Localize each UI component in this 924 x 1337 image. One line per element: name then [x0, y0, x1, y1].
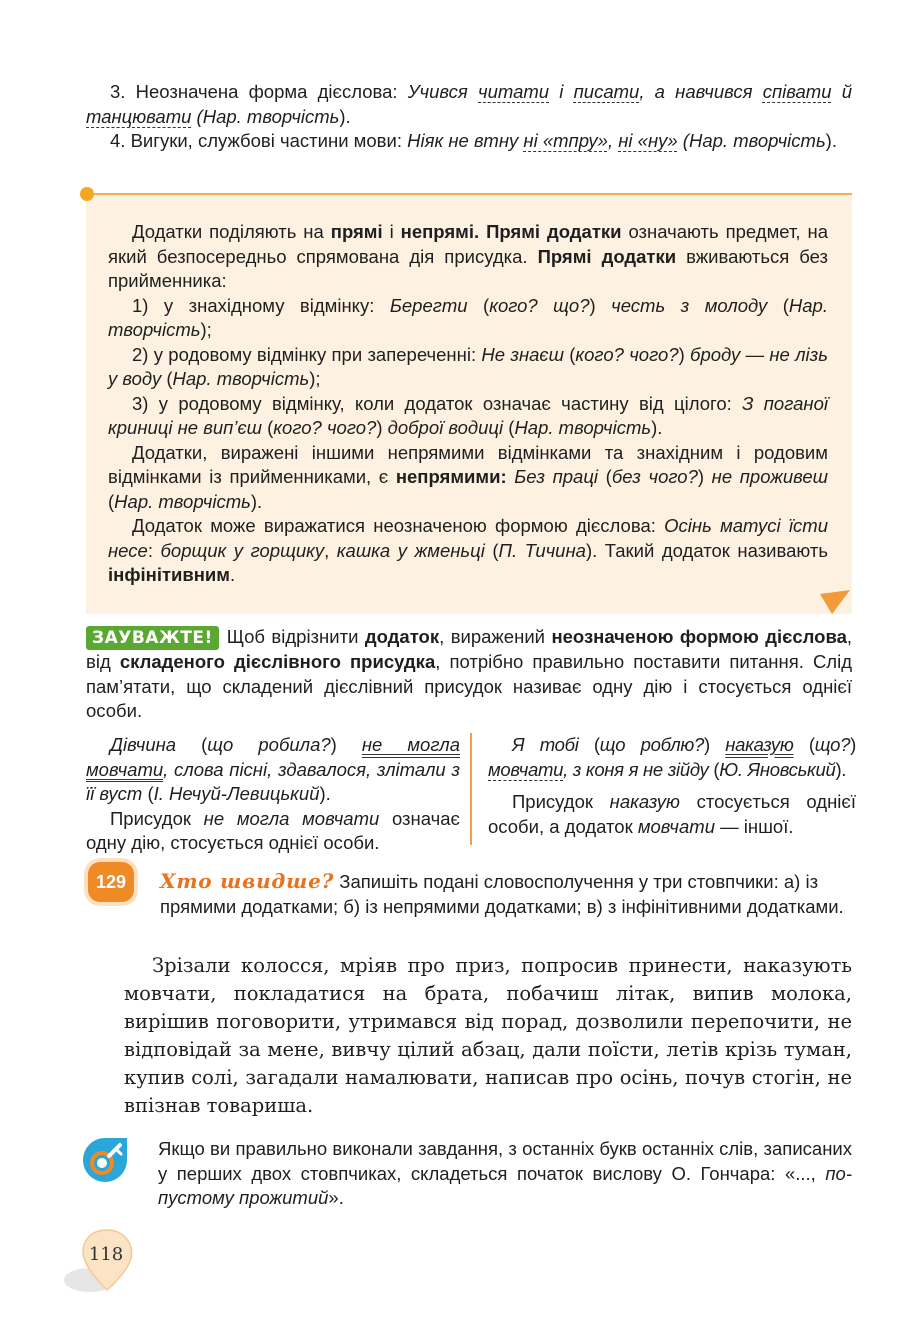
rule-corner-arrow-icon: [820, 590, 850, 614]
key-hint-icon: [80, 1135, 130, 1185]
left-example-column: [86, 733, 460, 856]
rule-list-item-3: [108, 392, 828, 441]
note-paragraph: [86, 625, 852, 724]
text-span: 3) у родовому відмінку, коли додаток означає частину від цілого:: [132, 392, 743, 414]
column-divider: [470, 733, 472, 845]
text-span: (: [578, 734, 600, 755]
text-span: броду — не лізь у воду: [108, 343, 828, 389]
text-span: Присудок: [512, 791, 610, 812]
exercise-title: Хто швидше?: [160, 869, 335, 893]
text-span: (: [484, 539, 499, 561]
text-span: складеного дієслівного присудка: [119, 651, 436, 672]
text-span: ): [376, 417, 388, 438]
text-span: інфінітивним: [108, 564, 230, 585]
text-span: , а навчився: [639, 81, 763, 102]
hint-paragraph: [158, 1137, 852, 1211]
text-span: непрямими:: [395, 466, 507, 487]
text-span: додаток: [364, 626, 440, 647]
text-span: танцювати: [86, 105, 192, 127]
text-span: ): [678, 343, 691, 365]
text-span: не могла мовчати: [86, 734, 460, 780]
text-span: Прямі додатки: [537, 245, 677, 267]
text-span: кого? чого?: [575, 343, 679, 365]
text-span: не проживеш: [711, 466, 829, 487]
text-span: означають предмет, на який безпосередньо спрямована дія присудка.: [108, 221, 828, 267]
rule-list-item-1: [108, 294, 828, 343]
text-span: :: [147, 539, 161, 561]
text-span: П. Тичина: [498, 539, 586, 561]
examples-continuation: [86, 80, 852, 154]
rule-paragraph-2: [108, 441, 828, 515]
text-span: 4. Вигуки, службові частини мови:: [110, 130, 408, 151]
rule-paragraph-3: [108, 514, 828, 588]
text-span: , з коня я не зійду: [563, 758, 709, 780]
rule-bullet-dot: [80, 187, 94, 201]
text-span: непрямі. Прямі додатки: [400, 221, 622, 242]
text-span: читати: [478, 81, 550, 102]
right-example-sentence: [488, 733, 856, 782]
text-span: наказую: [725, 734, 794, 755]
exercise-word-list: Зрізали колосся, мріяв про приз, попросив принести, наказують мовчати, покладатися на брата, побачиш літак, випив молока, вирішив поговорити, утримався від порад, дозволили перепочити, не відповідай за мене, вивчу цілий абзац, дали поїсти, летів крізь туман, купив солі, загадали намалювати, написав про осінь, почув стогін, не впізнав товариша.: [124, 954, 852, 1117]
text-span: ): [704, 734, 726, 755]
right-example-column: [488, 733, 856, 839]
note-label-badge: ЗАУВАЖТЕ!: [86, 626, 219, 650]
text-span: кого? чого?: [273, 417, 377, 438]
text-span: не могла мовчати: [203, 807, 380, 829]
text-span: 2) у родовому відмінку при запереченні:: [132, 343, 482, 365]
text-span: борщик у горщику: [160, 539, 325, 561]
text-span: Я тобі: [512, 734, 579, 755]
exercise-number-badge: 129: [88, 862, 134, 902]
text-span: );: [309, 368, 321, 389]
text-span: Не знаєш: [481, 343, 564, 365]
rule-paragraph-1: [108, 220, 828, 294]
hint-block: [158, 1137, 852, 1211]
text-span: (: [176, 734, 208, 755]
text-span: ).: [825, 130, 837, 151]
text-span: Ніяк не втну: [407, 130, 524, 151]
text-span: ,: [607, 130, 619, 151]
text-span: Нар. творчість: [172, 368, 310, 389]
text-span: кашка у жменьці: [336, 539, 485, 561]
text-span: що?: [814, 734, 851, 755]
text-span: неозначеною формою дієслова: [551, 626, 847, 647]
text-span: (: [467, 294, 490, 316]
text-span: Ю. Яновський: [719, 758, 836, 780]
item-4: [86, 129, 852, 154]
text-span: стосується однієї особи, а додаток: [488, 791, 856, 837]
text-span: по-пустому прожитий: [158, 1162, 852, 1208]
text-span: (: [503, 417, 515, 438]
text-span: доброї водиці: [387, 417, 504, 438]
text-span: ): [589, 294, 612, 316]
text-span: (: [708, 758, 720, 780]
text-span: прямі: [330, 221, 383, 242]
text-span: Додатки поділяють на: [132, 221, 331, 242]
text-span: Щоб відрізнити: [226, 626, 365, 647]
text-span: (: [793, 734, 815, 755]
text-span: , виражений: [439, 626, 552, 647]
text-span: Якщо ви правильно виконали завдання, з останніх букв останніх слів, записаних у перших двох стовпчиках, складеться початок вислову О. Гончара: «...,: [158, 1138, 852, 1184]
right-example-comment: [488, 790, 856, 839]
text-span: Присудок: [110, 807, 204, 829]
text-span: , потрібно правильно поставити питання. Слід пам’ятати, що складений дієслівний присудок називає одну дію і стосується однієї особи.: [86, 651, 853, 721]
text-span: кого? що?: [489, 294, 590, 316]
text-span: Додатки, виражені іншими непрямими відмінками та знахідним і родовим відмінками із прийменниками, є: [108, 441, 828, 487]
text-span: співати: [762, 81, 832, 102]
rule-top-line: [92, 193, 852, 195]
left-example-comment: [86, 807, 460, 856]
text-span: .: [230, 564, 236, 585]
text-span: 3. Неозначена форма дієслова:: [110, 81, 408, 102]
text-span: ,: [324, 539, 337, 561]
text-span: ): [850, 734, 857, 755]
text-span: Додаток може виражатися неозначеною формою дієслова:: [132, 515, 665, 536]
text-span: означає одну дію, стосується однієї особи.: [86, 807, 460, 853]
text-span: , від: [86, 626, 852, 672]
text-span: ).: [835, 758, 847, 780]
text-span: й: [831, 81, 852, 102]
text-span: Учився: [407, 81, 479, 102]
text-span: ).: [651, 417, 663, 438]
text-span: (: [261, 417, 274, 438]
rule-text: [108, 220, 828, 588]
text-span: ).: [250, 490, 263, 512]
text-span: (Нар. творчість: [677, 130, 826, 151]
text-span: що робила?: [207, 734, 331, 755]
text-span: (: [161, 368, 173, 389]
page-number: 118: [88, 1244, 124, 1265]
exercise-task-text: [160, 869, 852, 919]
text-span: ».: [328, 1187, 344, 1208]
text-span: (: [142, 783, 154, 804]
text-span: і: [549, 81, 574, 102]
text-span: (: [767, 294, 789, 316]
text-span: ).: [319, 783, 331, 804]
text-span: Дівчина: [110, 734, 177, 755]
text-span: І. Нечуй-Левицький: [153, 783, 320, 804]
text-span: (Нар. творчість: [191, 105, 340, 127]
exercise-task: [160, 869, 852, 919]
text-span: Берегти: [389, 294, 468, 316]
text-span: 1) у знахідному відмінку:: [132, 294, 390, 316]
item-3: [86, 80, 852, 129]
text-span: писати: [573, 81, 640, 102]
text-span: , слова пісні, здавалося, злітали з її вуст: [86, 758, 460, 804]
text-span: ): [697, 466, 712, 487]
left-example-sentence: [86, 733, 460, 807]
text-span: мовчати: [488, 758, 564, 780]
text-span: (: [108, 490, 115, 512]
text-span: Нар. творчість: [114, 490, 251, 512]
text-span: без чого?: [611, 466, 698, 487]
text-span: ). Такий додаток називають: [585, 539, 829, 561]
text-span: вживаються без прийменника:: [108, 245, 828, 291]
text-span: і: [382, 221, 401, 242]
text-span: що роблю?: [599, 734, 705, 755]
text-span: наказую: [609, 791, 680, 812]
text-span: );: [200, 319, 212, 340]
rule-list-item-2: [108, 343, 828, 392]
text-span: мовчати: [637, 815, 715, 837]
text-span: честь з молоду: [611, 294, 768, 316]
text-span: (: [598, 466, 612, 487]
text-span: З поганої криниці не вип’єш: [108, 392, 828, 438]
text-span: Осінь матусі їсти несе: [108, 515, 828, 561]
text-span: Запишіть подані словосполучення у три стовпчики: а) із прямими додатками; б) із непрямими додатками; в) з інфінітивними додатками.: [160, 871, 844, 917]
note-block: [86, 625, 852, 724]
text-span: ): [330, 734, 362, 755]
text-span: ні «тпру»: [523, 130, 608, 151]
text-span: ).: [339, 105, 351, 127]
text-span: Без праці: [514, 466, 599, 487]
text-span: ні «ну»: [618, 130, 678, 151]
text-span: Нар. творчість: [108, 294, 828, 340]
text-span: — іншої.: [714, 815, 794, 837]
text-span: Нар. творчість: [514, 417, 652, 438]
text-span: (: [563, 343, 576, 365]
